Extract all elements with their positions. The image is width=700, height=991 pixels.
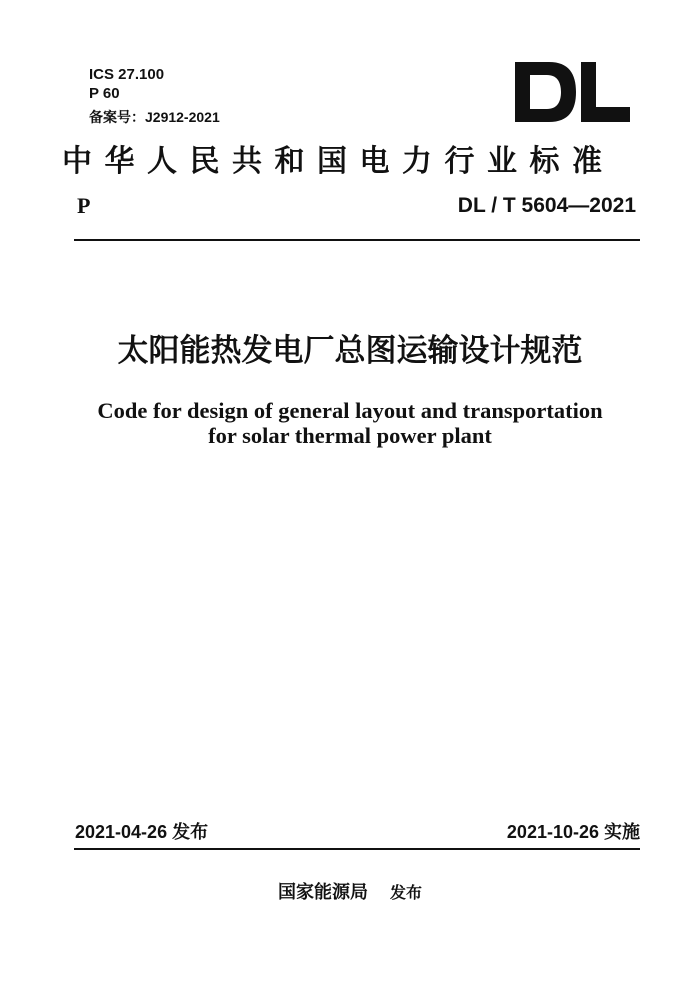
issuer-organization: 国家能源局: [277, 882, 368, 903]
dl-logo-letter-l: [581, 62, 630, 122]
document-title-english-line1: Code for design of general layout and transportation: [97, 398, 603, 423]
dl-standard-logo: [515, 62, 630, 122]
issue-date: 2021-04-26 发布: [75, 822, 209, 842]
header-divider: [74, 239, 640, 241]
standard-number: DL / T 5604—2021: [457, 194, 636, 217]
document-title-chinese: 太阳能热发电厂总图运输设计规范: [117, 333, 583, 369]
ccs-code: P 60: [89, 85, 120, 102]
footer-divider: [74, 848, 640, 850]
standard-category: P: [77, 193, 91, 218]
record-number: 备案号：J2912-2021: [89, 109, 220, 125]
dl-logo-letter-d: [515, 62, 576, 122]
ics-code: ICS 27.100: [89, 66, 165, 83]
issuer-action: 发布: [389, 883, 422, 902]
issuer-block: [0, 880, 700, 906]
document-title-english-line2: for solar thermal power plant: [208, 423, 492, 448]
standard-type-title: 中华人民共和国电力行业标准: [62, 144, 615, 179]
implementation-date: 2021-10-26 实施: [506, 822, 640, 842]
